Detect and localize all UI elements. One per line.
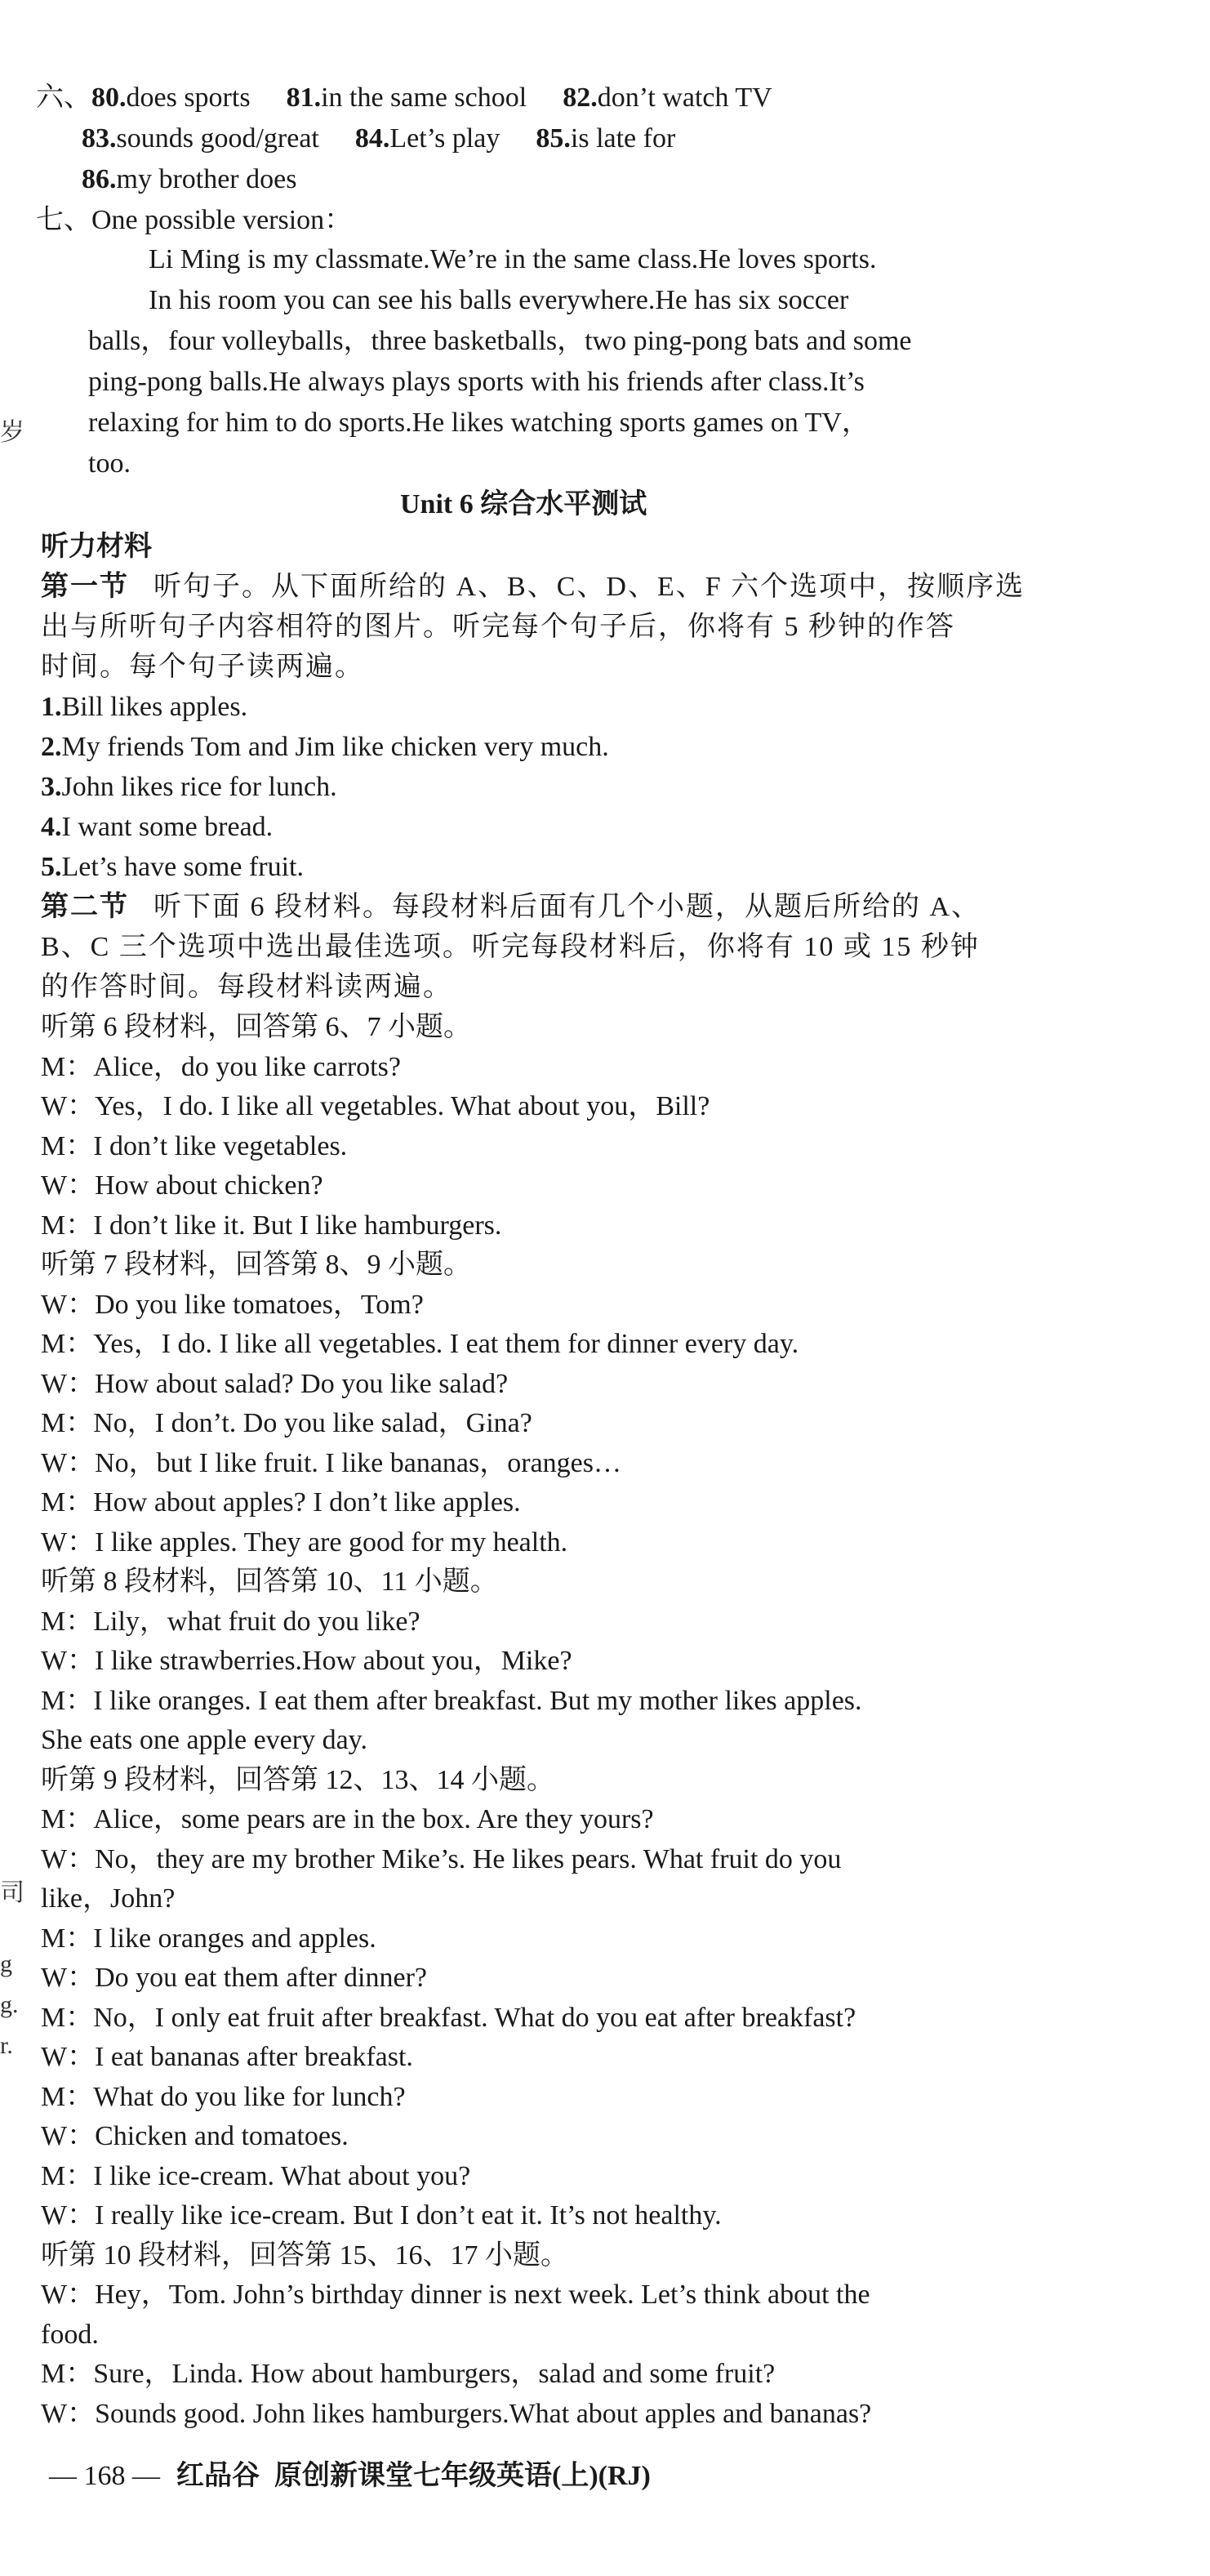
page-number: — 168 — [49,2461,160,2491]
dialogue-line: M：No，I don’t. Do you like salad，Gina? [41,1408,532,1438]
q-number: 81. [286,82,322,113]
dialogue-line: W：How about salad? Do you like salad? [41,1368,509,1399]
q-number: 84. [354,123,390,154]
dialogue-line: M：What do you like for lunch? [41,2081,406,2112]
dialogue-line: 听第 9 段材料，回答第 12、13、14 小题。 [41,1764,554,1795]
item-text: My friends Tom and Jim like chicken very much. [61,732,609,762]
answer-text: is late for [570,123,676,154]
essay-line: too. [88,448,131,479]
dialogue-line: W：Yes，I do. I like all vegetables. What about you，Bill? [41,1091,710,1121]
sentence-item [41,729,609,765]
page-footer [49,2458,651,2494]
essay-line: balls，four volleyballs，three basketballs，two ping-pong bats and some [88,326,912,356]
q-number: 85. [536,123,571,154]
dialogue-line: W：No，they are my brother Mike’s. He likes pears. What fruit do you [41,1843,842,1874]
dialogue-line: M：No，I only eat fruit after breakfast. What do you eat after breakfast? [41,2002,856,2033]
part1-instruction-line [41,569,1025,605]
dialogue-line: 听第 10 段材料，回答第 15、16、17 小题。 [41,2240,568,2271]
dialogue-line: W：No，but I like fruit. I like bananas，oranges… [41,1447,621,1478]
item-text: John likes rice for lunch. [61,772,337,802]
dialogue-line: W：Do you eat them after dinner? [41,1963,427,1993]
dialogue-line: M：Alice，do you like carrots? [41,1051,401,1082]
book-title: 原创新课堂七年级英语(上)(RJ) [274,2461,651,2491]
margin-fragment: r. [0,2032,13,2059]
dialogue-line: food. [41,2319,99,2350]
answer-text: don’t watch TV [597,82,772,113]
answer-row-86 [82,162,296,198]
unit-title: Unit 6 综合水平测试 [400,489,647,519]
dialogue-line: M：Yes，I do. I like all vegetables. I eat them for dinner every day. [41,1329,799,1359]
dialogue-line: M：I like oranges and apples. [41,1923,376,1954]
item-number: 4. [41,812,62,842]
item-number: 2. [41,732,62,762]
dialogue-line: W：I like apples. They are good for my health. [41,1526,568,1558]
instruction-text: 听下面 6 段材料。每段材料后面有几个小题，从题后所给的 A、 [153,892,981,922]
q-number: 82. [563,82,598,113]
essay-line: relaxing for him to do sports.He likes watching sports games on TV， [88,408,870,438]
answer-text: in the same school [321,82,527,113]
dialogue-line: M：I don’t like vegetables. [41,1130,348,1161]
dialogue-line: W：Hey，Tom. John’s birthday dinner is next week. Let’s think about the [41,2280,870,2310]
dialogue-line: W：I like strawberries.How about you，Mike? [41,1646,572,1676]
dialogue-line: M：I like oranges. I eat them after breakfast. But my mother likes apples. [41,1685,862,1716]
dialogue-line: W：I really like ice-cream. But I don’t eat it. It’s not healthy. [41,2200,722,2231]
answer-row-83-85 [82,121,675,157]
item-text: Let’s have some fruit. [61,852,304,882]
margin-fragment: 司 [0,1879,24,1906]
item-number: 5. [41,852,62,882]
section7-label: 七、One possible version： [36,205,353,235]
essay-line: In his room you can see his balls everywhere.He has six soccer [149,285,849,315]
answer-text: my brother does [116,164,297,194]
dialogue-line: She eats one apple every day. [41,1725,367,1755]
sentence-item [41,809,273,845]
q-number: 83. [82,123,117,154]
dialogue-line: M：Sure，Linda. How about hamburgers，salad and some fruit? [41,2359,776,2389]
dialogue-line: W：Do you like tomatoes，Tom? [41,1289,424,1320]
listening-title: 听力材料 [41,532,152,562]
answer-text: sounds good/great [116,123,319,154]
dialogue-line: 听第 7 段材料，回答第 8、9 小题。 [41,1250,471,1280]
item-text: Bill likes apples. [61,692,248,722]
publisher-name: 红品谷 [176,2461,260,2491]
essay-line: ping-pong balls.He always plays sports with his friends after class.It’s [88,367,865,397]
instruction-text: 听句子。从下面所给的 A、B、C、D、E、F 六个选项中，按顺序选 [153,572,1025,602]
dialogue-line: W：Sounds good. John likes hamburgers.What about apples and bananas? [41,2398,872,2429]
margin-fragment: g [0,1950,12,1977]
part2-instruction-line [41,889,981,925]
answer-text: Let’s play [389,123,500,154]
item-number: 1. [41,692,62,722]
dialogue-line: 听第 8 段材料，回答第 10、11 小题。 [41,1567,498,1597]
dialogue-line: like，John? [41,1883,176,1914]
margin-fragment: 岁 [0,419,24,446]
answer-row-80-82 [36,80,772,116]
dialogue-line: M：I like ice-cream. What about you? [41,2160,471,2191]
item-number: 3. [41,772,62,802]
dialogue-line: M：I don’t like it. But I like hamburgers. [41,1210,502,1241]
dialogue-line: M：How about apples? I don’t like apples. [41,1487,521,1518]
q-number: 86. [82,164,117,194]
item-text: I want some bread. [61,812,274,842]
section-label: 六、 [36,82,91,113]
answer-text: does sports [126,82,251,113]
sentence-item [41,849,304,885]
sentence-item [41,689,247,725]
dialogue-line: 听第 6 段材料，回答第 6、7 小题。 [41,1012,471,1042]
part2-instruction-line: B、C 三个选项中选出最佳选项。听完每段材料后，你将有 10 或 15 秒钟 [41,932,980,962]
dialogue-line: M：Alice，some pears are in the box. Are they yours? [41,1804,654,1834]
margin-fragment: g. [0,1991,19,2018]
dialogue-line: W：Chicken and tomatoes. [41,2121,349,2151]
part2-label: 第二节 [41,892,129,922]
part2-instruction-line: 的作答时间。每段材料读两遍。 [41,972,452,1002]
dialogue-line: W：I eat bananas after breakfast. [41,2042,413,2072]
essay-line: Li Ming is my classmate.We’re in the same class.He loves sports. [149,244,877,274]
q-number: 80. [91,82,127,113]
part1-instruction-line: 时间。每个句子读两遍。 [41,652,364,682]
part1-label: 第一节 [41,572,129,602]
part1-instruction-line: 出与所听句子内容相符的图片。听完每个句子后，你将有 5 秒钟的作答 [41,612,955,642]
dialogue-line: M：Lily，what fruit do you like? [41,1606,420,1637]
dialogue-line: W：How about chicken? [41,1170,323,1201]
sentence-item [41,769,337,805]
